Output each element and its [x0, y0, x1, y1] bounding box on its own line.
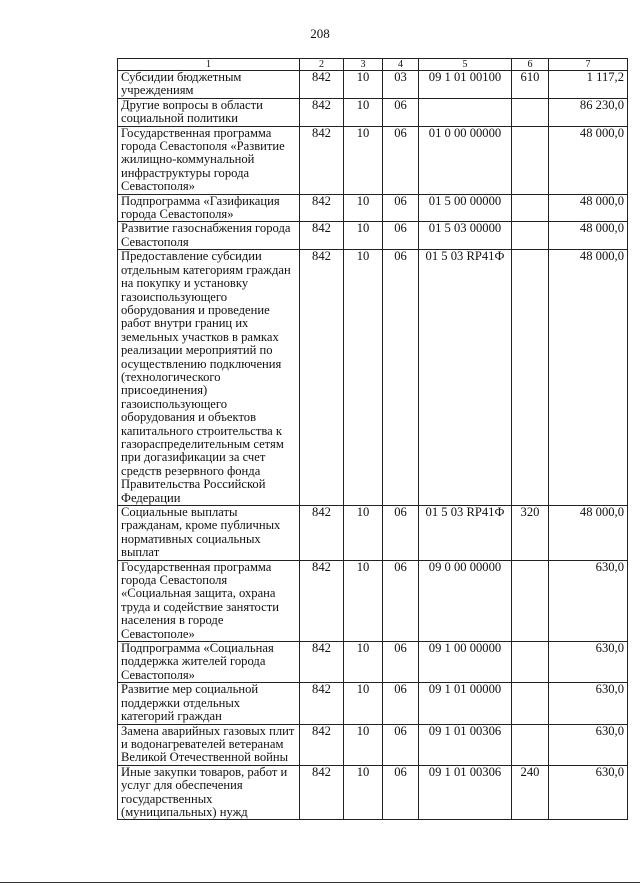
column-header-6: 6	[512, 59, 549, 71]
expense-type-cell	[512, 98, 549, 126]
section-cell: 10	[344, 560, 383, 641]
amount-cell: 48 000,0	[549, 194, 628, 222]
subsection-cell: 06	[383, 765, 419, 820]
section-cell: 10	[344, 765, 383, 820]
table-row	[118, 642, 628, 683]
expense-type-cell	[512, 126, 549, 194]
column-header-5: 5	[419, 59, 512, 71]
amount-cell: 48 000,0	[549, 506, 628, 561]
target-article-cell	[419, 98, 512, 126]
subsection-cell: 06	[383, 222, 419, 250]
target-article-cell: 09 1 00 00000	[419, 642, 512, 683]
subsection-cell: 06	[383, 194, 419, 222]
section-cell: 10	[344, 126, 383, 194]
expense-type-cell	[512, 560, 549, 641]
amount-cell: 48 000,0	[549, 126, 628, 194]
target-article-cell: 09 1 01 00000	[419, 683, 512, 724]
admin-code-cell: 842	[300, 560, 344, 641]
subsection-cell: 06	[383, 250, 419, 506]
section-cell: 10	[344, 506, 383, 561]
expense-type-cell	[512, 683, 549, 724]
amount-cell: 48 000,0	[549, 250, 628, 506]
target-article-cell: 01 5 03 RP41Ф	[419, 506, 512, 561]
amount-cell: 86 230,0	[549, 98, 628, 126]
admin-code-cell: 842	[300, 765, 344, 820]
column-header-3: 3	[344, 59, 383, 71]
admin-code-cell: 842	[300, 98, 344, 126]
table-body	[118, 71, 628, 820]
expense-type-cell	[512, 250, 549, 506]
item-name-cell: Другие вопросы в области социальной политики	[118, 98, 300, 126]
amount-cell: 1 117,2	[549, 71, 628, 99]
admin-code-cell: 842	[300, 642, 344, 683]
expense-type-cell: 610	[512, 71, 549, 99]
amount-cell: 630,0	[549, 724, 628, 765]
section-cell: 10	[344, 683, 383, 724]
item-name-cell: Развитие мер социальной поддержки отдельных категорий граждан	[118, 683, 300, 724]
subsection-cell: 06	[383, 724, 419, 765]
table-row	[118, 250, 628, 506]
admin-code-cell: 842	[300, 724, 344, 765]
target-article-cell: 09 1 01 00306	[419, 765, 512, 820]
target-article-cell: 01 5 03 00000	[419, 222, 512, 250]
page-number: 208	[310, 26, 330, 41]
table-header-row	[118, 59, 628, 71]
section-cell: 10	[344, 642, 383, 683]
section-cell: 10	[344, 222, 383, 250]
table-row	[118, 126, 628, 194]
expense-type-cell	[512, 642, 549, 683]
item-name-cell: Социальные выплаты гражданам, кроме публичных нормативных социальных выплат	[118, 506, 300, 561]
table-row	[118, 765, 628, 820]
section-cell: 10	[344, 194, 383, 222]
item-name-cell: Предоставление субсидии отдельным категориям граждан на покупку и установку газоиспользующего оборудования и проведение работ внутри границ их земельных участков в рамках реализации мероприятий по осуществлению подключения (технологического присоединения) газоиспользующего оборудования и объектов капитального строительства к газораспределительным сетям при догазификации за счет средств резервного фонда Правительства Российской Федерации	[118, 250, 300, 506]
subsection-cell: 06	[383, 126, 419, 194]
admin-code-cell: 842	[300, 250, 344, 506]
item-name-cell: Замена аварийных газовых плит и водонагревателей ветеранам Великой Отечественной войны	[118, 724, 300, 765]
table-row	[118, 71, 628, 99]
amount-cell: 48 000,0	[549, 222, 628, 250]
target-article-cell: 01 0 00 00000	[419, 126, 512, 194]
target-article-cell: 01 5 00 00000	[419, 194, 512, 222]
target-article-cell: 01 5 03 RP41Ф	[419, 250, 512, 506]
admin-code-cell: 842	[300, 194, 344, 222]
target-article-cell: 09 0 00 00000	[419, 560, 512, 641]
target-article-cell: 09 1 01 00100	[419, 71, 512, 99]
column-header-7: 7	[549, 59, 628, 71]
subsection-cell: 06	[383, 98, 419, 126]
section-cell: 10	[344, 98, 383, 126]
page-bottom-line	[0, 882, 640, 883]
subsection-cell: 06	[383, 560, 419, 641]
table-row	[118, 560, 628, 641]
admin-code-cell: 842	[300, 126, 344, 194]
amount-cell: 630,0	[549, 765, 628, 820]
table-row	[118, 506, 628, 561]
expense-type-cell: 240	[512, 765, 549, 820]
target-article-cell: 09 1 01 00306	[419, 724, 512, 765]
admin-code-cell: 842	[300, 71, 344, 99]
item-name-cell: Подпрограмма «Газификация города Севастополя»	[118, 194, 300, 222]
section-cell: 10	[344, 250, 383, 506]
admin-code-cell: 842	[300, 222, 344, 250]
budget-table	[117, 58, 628, 820]
section-cell: 10	[344, 724, 383, 765]
section-cell: 10	[344, 71, 383, 99]
item-name-cell: Иные закупки товаров, работ и услуг для обеспечения государственных (муниципальных) нужд	[118, 765, 300, 820]
expense-type-cell	[512, 724, 549, 765]
item-name-cell: Субсидии бюджетным учреждениям	[118, 71, 300, 99]
table-row	[118, 683, 628, 724]
item-name-cell: Государственная программа города Севастополя «Развитие жилищно-коммунальной инфраструктуры города Севастополя»	[118, 126, 300, 194]
subsection-cell: 06	[383, 642, 419, 683]
table-row	[118, 194, 628, 222]
subsection-cell: 03	[383, 71, 419, 99]
admin-code-cell: 842	[300, 506, 344, 561]
expense-type-cell	[512, 222, 549, 250]
table-row	[118, 98, 628, 126]
amount-cell: 630,0	[549, 642, 628, 683]
item-name-cell: Развитие газоснабжения города Севастополя	[118, 222, 300, 250]
table-row	[118, 222, 628, 250]
column-header-1: 1	[118, 59, 300, 71]
table-row	[118, 724, 628, 765]
item-name-cell: Подпрограмма «Социальная поддержка жителей города Севастополя»	[118, 642, 300, 683]
column-header-4: 4	[383, 59, 419, 71]
item-name-cell: Государственная программа города Севастополя «Социальная защита, охрана труда и содействие занятости населения в городе Севастополе»	[118, 560, 300, 641]
admin-code-cell: 842	[300, 683, 344, 724]
column-header-2: 2	[300, 59, 344, 71]
subsection-cell: 06	[383, 506, 419, 561]
subsection-cell: 06	[383, 683, 419, 724]
amount-cell: 630,0	[549, 560, 628, 641]
amount-cell: 630,0	[549, 683, 628, 724]
expense-type-cell	[512, 194, 549, 222]
expense-type-cell: 320	[512, 506, 549, 561]
